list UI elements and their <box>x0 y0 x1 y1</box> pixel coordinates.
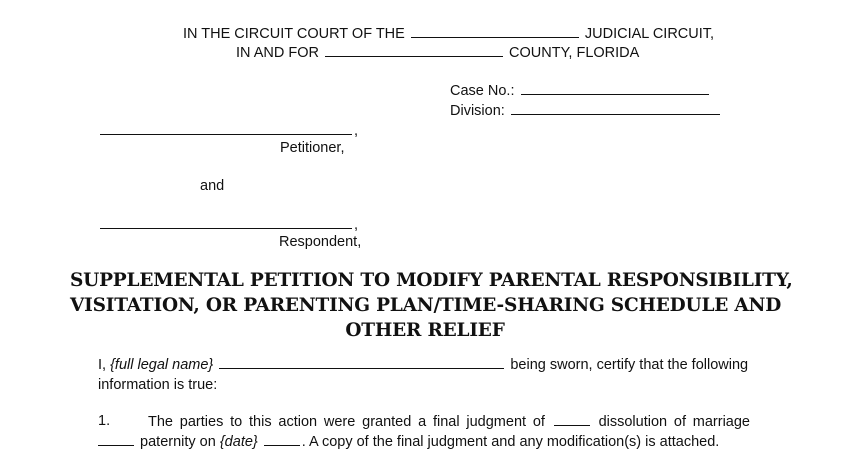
item-1-text-a: The parties to this action were granted a final judgment of <box>148 414 545 430</box>
petitioner-comma: , <box>354 123 359 139</box>
judgment-date-hint: {date} <box>219 434 258 450</box>
petition-title <box>70 268 793 343</box>
case-no-field[interactable] <box>521 81 709 95</box>
full-legal-name-field[interactable] <box>219 355 504 369</box>
court-line-1-prefix: IN THE CIRCUIT COURT OF THE <box>183 26 405 42</box>
item-1-line-1 <box>98 412 750 432</box>
item-1-text-b: dissolution of marriage <box>598 414 750 430</box>
case-no-label: Case No.: <box>450 83 515 99</box>
oath-line-1 <box>98 355 750 375</box>
respondent-comma: , <box>354 217 359 233</box>
court-header-line-1 <box>183 24 714 43</box>
title-line-2: VISITATION, OR PARENTING PLAN/TIME-SHARING SCHEDULE AND <box>70 295 782 316</box>
county-field[interactable] <box>325 43 503 57</box>
item-1-text-d: . A copy of the final judgment and any modification(s) is attached. <box>301 434 720 450</box>
court-line-2-prefix: IN AND FOR <box>236 45 319 61</box>
petitioner-name-row <box>100 121 358 140</box>
paternity-check-field[interactable] <box>98 432 134 446</box>
petitioner-name-field[interactable] <box>100 121 352 135</box>
division-label: Division: <box>450 103 505 119</box>
court-line-2-suffix: COUNTY, FLORIDA <box>509 45 640 61</box>
petitioner-label: Petitioner, <box>280 140 345 156</box>
dissolution-check-field[interactable] <box>554 412 590 426</box>
judgment-date-field[interactable] <box>264 432 300 446</box>
item-1-line-2 <box>98 432 750 452</box>
full-legal-name-hint: {full legal name} <box>110 357 214 373</box>
item-1-number: 1. <box>98 413 111 429</box>
oath-line-2: information is true: <box>98 377 218 393</box>
division-row <box>450 101 722 120</box>
title-line-3: OTHER RELIEF <box>345 320 505 341</box>
division-field[interactable] <box>511 101 720 115</box>
court-line-1-suffix: JUDICIAL CIRCUIT, <box>584 26 715 42</box>
title-line-1: SUPPLEMENTAL PETITION TO MODIFY PARENTAL RESPONSIBILITY, <box>70 270 793 291</box>
oath-suffix: being sworn, certify that the following <box>510 357 749 373</box>
respondent-name-row <box>100 215 358 234</box>
case-no-row <box>450 81 711 100</box>
and-label: and <box>200 178 225 194</box>
respondent-name-field[interactable] <box>100 215 352 229</box>
respondent-label: Respondent, <box>279 234 362 250</box>
court-header-line-2 <box>236 43 639 62</box>
item-1-paragraph <box>98 412 750 452</box>
oath-paragraph <box>98 355 750 395</box>
judicial-circuit-field[interactable] <box>411 24 579 38</box>
oath-prefix: I, <box>98 357 107 373</box>
item-1-text-c: paternity on <box>140 434 216 450</box>
